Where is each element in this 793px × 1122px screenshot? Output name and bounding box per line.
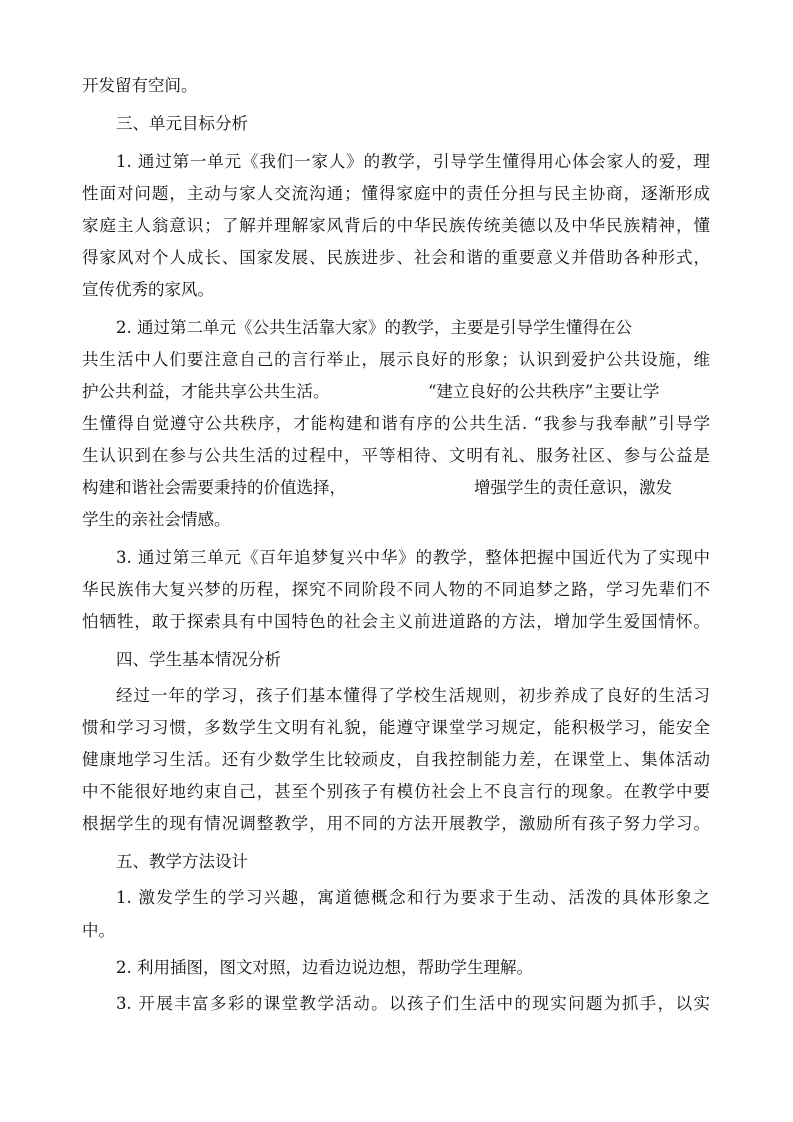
text-line: 性面对问题，主动与家人交流沟通；懂得家庭中的责任分担与民主协商，逐渐形成 [82,184,710,203]
section-heading: 五、教学方法设计 [116,852,248,871]
text-line: 家庭主人翁意识；了解并理解家风背后的中华民族传统美德以及中华民族精神，懂 [82,216,710,235]
text-line: 护公共利益，才能共享公共生活。 [82,382,330,401]
text-line: 1. 通过第一单元《我们一家人》的教学，引导学生懂得用心体会家人的爱，理 [116,152,710,171]
text-line: 中不能很好地约束自己，甚至个别孩子有模仿社会上不良言行的现象。在教学中要 [82,782,710,801]
text-line: 经过一年的学习，孩子们基本懂得了学校生活规则，初步养成了良好的生活习 [116,686,710,705]
section-heading: 三、单元目标分析 [116,114,248,133]
text-line: 得家风对个人成长、国家发展、民族进步、社会和谐的重要意义并借助各种形式， [82,248,710,267]
text-line: 3. 开展丰富多彩的课堂教学活动。以孩子们生活中的现实问题为抓手，以实 [116,994,710,1013]
text-line: “建立良好的公共秩序”主要让学 [428,382,660,401]
text-line: 中。 [82,921,115,940]
text-line: 1. 激发学生的学习兴趣，寓道德概念和行为要求于生动、活泼的具体形象之 [116,888,710,907]
section-heading: 四、学生基本情况分析 [116,650,281,669]
text-line: 宣传优秀的家风。 [82,280,214,299]
text-line: 华民族伟大复兴梦的历程，探究不同阶段不同人物的不同追梦之路，学习先辈们不 [82,580,710,599]
text-line: 共生活中人们要注意自己的言行举止，展示良好的形象；认识到爱护公共设施，维 [82,350,710,369]
text-line: 3. 通过第三单元《百年追梦复兴中华》的教学，整体把握中国近代为了实现中 [116,548,710,567]
text-line: 开发留有空间。 [82,76,198,95]
text-line: 增强学生的责任意识，激发 [474,478,672,497]
text-line: 怕牺牲，敢于探索具有中国特色的社会主义前进道路的方法，增加学生爱国情怀。 [82,612,710,631]
text-line: 健康地学习生活。还有少数学生比较顽皮，自我控制能力差，在课堂上、集体活动 [82,750,710,769]
text-line: 学生的亲社会情感。 [82,510,231,529]
text-line: 惯和学习习惯，多数学生文明有礼貌，能遵守课堂学习规定，能积极学习，能安全 [82,718,710,737]
text-line: 生懂得自觉遵守公共秩序，才能构建和谐有序的公共生活. “我参与我奉献”引导学 [82,414,710,433]
text-line: 生认识到在参与公共生活的过程中，平等相待、文明有礼、服务社区、参与公益是 [82,446,710,465]
text-line: 根据学生的现有情况调整教学，用不同的方法开展教学，激励所有孩子努力学习。 [82,814,710,833]
text-line: 2. 通过第二单元《公共生活靠大家》的教学，主要是引导学生懂得在公 [116,318,632,337]
text-line: 2. 利用插图，图文对照，边看边说边想，帮助学生理解。 [116,958,533,977]
text-line: 构建和谐社会需要秉持的价值选择， [82,478,346,497]
